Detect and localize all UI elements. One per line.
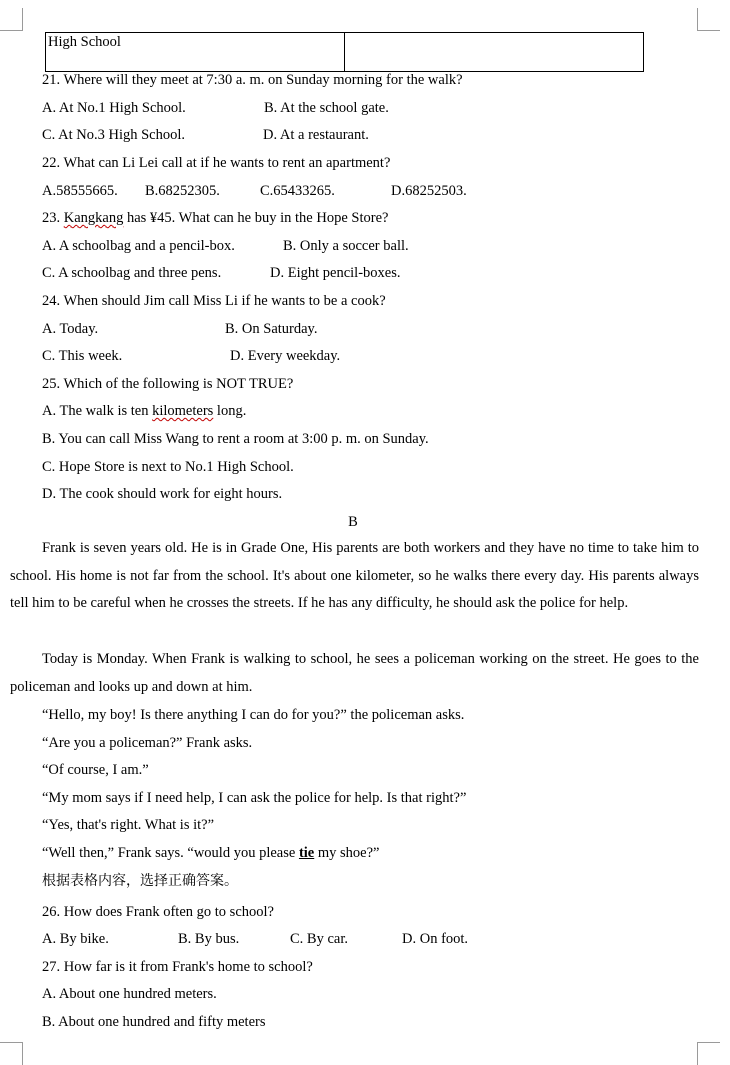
option-21-d: D. At a restaurant. xyxy=(263,127,369,143)
info-table xyxy=(45,32,644,72)
question-26: 26. How does Frank often go to school? xyxy=(42,904,274,920)
option-22-d: D.68252503. xyxy=(391,183,467,199)
option-24-b: B. On Saturday. xyxy=(225,321,318,337)
table-cell xyxy=(345,33,644,72)
option-21-b: B. At the school gate. xyxy=(264,100,389,116)
dialogue-line: “Are you a policeman?” Frank asks. xyxy=(42,735,253,751)
option-22-a: A.58555665. xyxy=(42,183,118,199)
question-21: 21. Where will they meet at 7:30 a. m. on Sunday morning for the walk? xyxy=(42,72,463,88)
option-21-c: C. At No.3 High School. xyxy=(42,127,185,143)
option-26-d: D. On foot. xyxy=(402,931,469,947)
instruction-text: 根据表格内容，选择正确答案。 xyxy=(42,873,238,889)
page-corner-mark xyxy=(0,8,23,31)
dialogue-line: “Of course, I am.” xyxy=(42,762,149,778)
option-text: A. The walk is ten xyxy=(42,403,153,419)
spell-flagged-word: kilometers xyxy=(152,403,214,419)
question-23 xyxy=(42,209,388,227)
option-23-d: D. Eight pencil-boxes. xyxy=(270,265,401,281)
option-25-c: C. Hope Store is next to No.1 High School. xyxy=(42,459,294,475)
dialogue-line xyxy=(42,844,379,862)
table-cell: High School xyxy=(46,33,345,72)
question-text: has ¥45. What can he buy in the Hope Store? xyxy=(123,210,389,226)
option-27-a: A. About one hundred meters. xyxy=(42,986,217,1002)
dialogue-line: “Hello, my boy! Is there anything I can do for you?” the policeman asks. xyxy=(42,707,465,723)
question-number: 23. xyxy=(42,210,64,226)
option-text: long. xyxy=(213,403,247,419)
option-23-b: B. Only a soccer ball. xyxy=(283,238,409,254)
option-26-a: A. By bike. xyxy=(42,931,109,947)
option-25-a xyxy=(42,402,246,420)
dialogue-line: “My mom says if I need help, I can ask the police for help. Is that right?” xyxy=(42,790,467,806)
underlined-keyword: tie xyxy=(298,845,315,861)
spell-flagged-word: Kangkang xyxy=(63,210,124,226)
dialogue-line: “Yes, that's right. What is it?” xyxy=(42,817,215,833)
option-24-c: C. This week. xyxy=(42,348,123,364)
option-22-c: C.65433265. xyxy=(260,183,335,199)
option-26-b: B. By bus. xyxy=(178,931,240,947)
option-23-a: A. A schoolbag and a pencil-box. xyxy=(42,238,235,254)
question-25: 25. Which of the following is NOT TRUE? xyxy=(42,376,294,392)
option-21-a: A. At No.1 High School. xyxy=(42,100,186,116)
section-heading: B xyxy=(348,514,358,530)
question-22: 22. What can Li Lei call at if he wants to rent an apartment? xyxy=(42,155,391,171)
option-25-d: D. The cook should work for eight hours. xyxy=(42,486,283,502)
question-27: 27. How far is it from Frank's home to school? xyxy=(42,959,313,975)
option-24-a: A. Today. xyxy=(42,321,99,337)
option-25-b: B. You can call Miss Wang to rent a room at 3:00 p. m. on Sunday. xyxy=(42,431,429,447)
option-24-d: D. Every weekday. xyxy=(230,348,341,364)
question-24: 24. When should Jim call Miss Li if he wants to be a cook? xyxy=(42,293,386,309)
passage-paragraph-1: Frank is seven years old. He is in Grade One, His parents are both workers and they have no time to take him to school. His home is not far from the school. It's about one kilometer, so he walks there every day. His parents always tell him to be careful when he crosses the streets. If he has any difficulty, he should ask the police for help. xyxy=(10,540,699,612)
passage-paragraph-2: Today is Monday. When Frank is walking to school, he sees a policeman working on the street. He goes to the policeman and looks up and down at him. xyxy=(10,651,699,695)
option-27-b: B. About one hundred and fifty meters xyxy=(42,1014,266,1030)
option-26-c: C. By car. xyxy=(290,931,348,947)
page-corner-mark xyxy=(697,8,720,31)
option-22-b: B.68252305. xyxy=(145,183,220,199)
dialogue-text: my shoe?” xyxy=(314,845,380,861)
dialogue-text: “Well then,” Frank says. “would you please xyxy=(42,845,299,861)
option-23-c: C. A schoolbag and three pens. xyxy=(42,265,222,281)
